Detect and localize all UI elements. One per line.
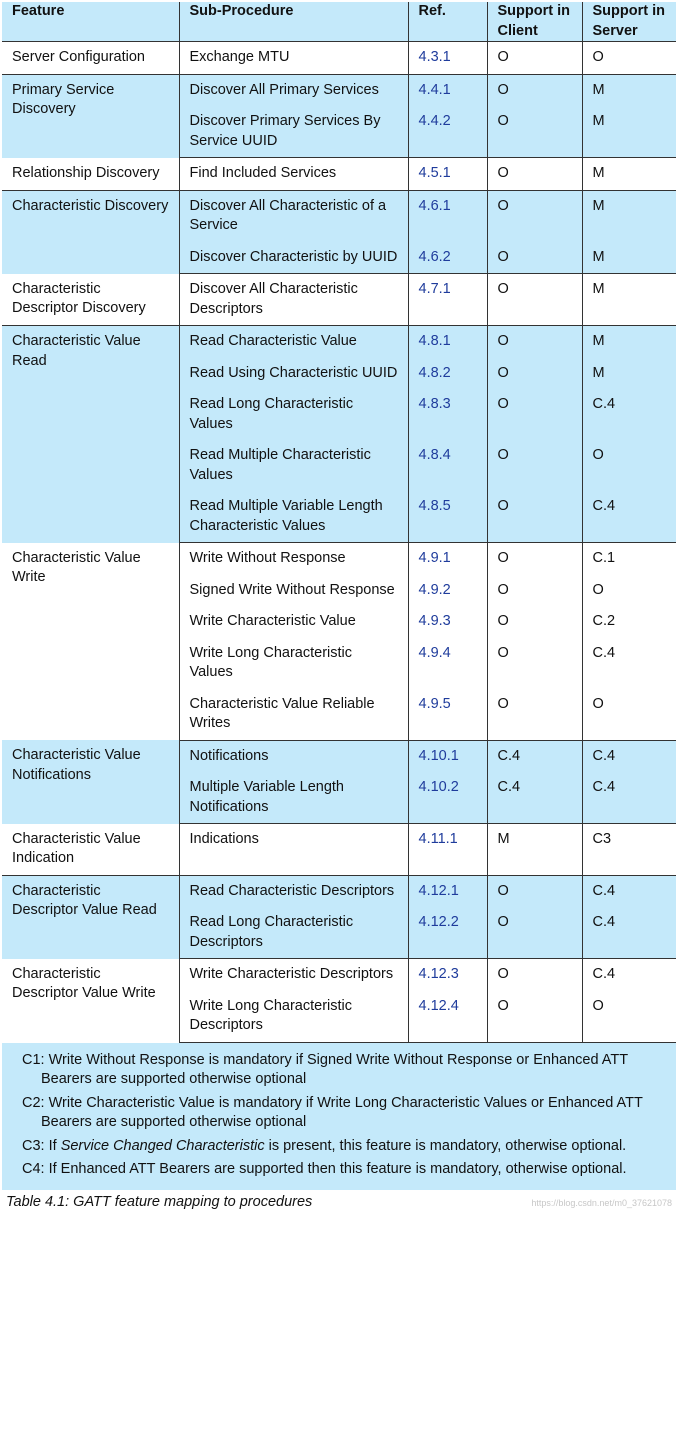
feature-cell: Characteristic Descriptor Discovery	[2, 274, 179, 326]
client-support-cell: O	[487, 274, 582, 326]
sub-procedure-cell: Write Characteristic Descriptors	[179, 959, 408, 991]
server-support-cell: C.4	[582, 491, 676, 543]
server-support-cell: O	[592, 581, 604, 598]
table-row	[2, 326, 676, 358]
ref-cell: 4.8.5	[408, 491, 487, 543]
feature-cell: Server Configuration	[2, 42, 179, 75]
sub-procedure-cell: Discover All Characteristic of a Service	[179, 190, 408, 242]
conditions-notes	[2, 1043, 676, 1190]
table-row	[2, 158, 676, 191]
feature-cell: Characteristic Discovery	[2, 190, 179, 274]
ref-cell: 4.12.4	[408, 991, 487, 1043]
ref-cell: 4.6.2	[408, 242, 487, 274]
watermark: https://blog.csdn.net/m0_37621078	[531, 1197, 672, 1208]
client-support-cell: O	[487, 575, 582, 607]
ref-cell: 4.6.1	[408, 190, 487, 242]
client-support-cell: O	[487, 440, 582, 491]
table-row	[2, 824, 676, 876]
ref-cell: 4.9.4	[408, 638, 487, 689]
sub-procedure-cell: Write Without Response	[179, 543, 408, 575]
ref-cell: 4.8.3	[408, 389, 487, 440]
ref-cell: 4.10.2	[408, 772, 487, 824]
ref-cell: 4.12.2	[408, 907, 487, 959]
client-support-cell: O	[487, 190, 582, 242]
ref-cell: 4.4.2	[408, 106, 487, 158]
client-support-cell: O	[487, 543, 582, 575]
ref-cell: 4.4.1	[408, 74, 487, 106]
document-page	[2, 2, 676, 1214]
sub-procedure-cell: Read Long Characteristic Values	[179, 389, 408, 440]
ref-cell: 4.9.1	[408, 543, 487, 575]
feature-cell: Characteristic Value Indication	[2, 824, 179, 876]
sub-procedure-cell: Multiple Variable Length Notifications	[179, 772, 408, 824]
header-feature: Feature	[2, 2, 179, 42]
sub-procedure-cell: Read Multiple Variable Length Characteristic Values	[179, 491, 408, 543]
table-caption	[2, 1190, 676, 1214]
feature-cell: Characteristic Descriptor Value Write	[2, 959, 179, 1043]
client-support-cell: C.4	[487, 740, 582, 772]
table-row	[2, 190, 676, 242]
ref-cell: 4.8.4	[408, 440, 487, 491]
header-sub-procedure: Sub-Procedure	[179, 2, 408, 42]
table-row	[2, 875, 676, 907]
client-support-cell: O	[487, 689, 582, 741]
client-support-cell: O	[487, 42, 582, 75]
client-support-cell: O	[487, 389, 582, 440]
server-support-cell: C.4	[582, 907, 676, 959]
feature-cell: Characteristic Value Write	[2, 543, 179, 741]
table-row	[2, 74, 676, 106]
header-support-client: Support in Client	[487, 2, 582, 42]
sub-procedure-cell: Find Included Services	[179, 158, 408, 191]
ref-cell: 4.5.1	[408, 158, 487, 191]
client-support-cell: M	[487, 824, 582, 876]
ref-cell: 4.9.2	[408, 575, 487, 607]
sub-procedure-cell: Discover Primary Services By Service UUID	[179, 106, 408, 158]
client-support-cell: O	[487, 959, 582, 991]
sub-procedure-cell: Discover All Characteristic Descriptors	[179, 274, 408, 326]
server-support-cell: M	[592, 364, 605, 381]
sub-procedure-cell: Write Characteristic Value	[179, 606, 408, 638]
client-support-cell: O	[487, 358, 582, 390]
sub-procedure-cell: Read Characteristic Value	[179, 326, 408, 358]
ref-cell: 4.7.1	[408, 274, 487, 326]
server-support-cell: C.4	[592, 644, 616, 661]
ref-cell: 4.3.1	[408, 42, 487, 75]
header-ref: Ref.	[408, 2, 487, 42]
feature-cell: Characteristic Value Notifications	[2, 740, 179, 824]
client-support-cell: O	[487, 326, 582, 358]
sub-procedure-cell: Exchange MTU	[179, 42, 408, 75]
server-support-cell: O	[582, 42, 676, 75]
sub-procedure-cell: Read Multiple Characteristic Values	[179, 440, 408, 491]
sub-procedure-cell: Characteristic Value Reliable Writes	[179, 689, 408, 741]
ref-cell: 4.8.2	[408, 358, 487, 390]
ref-cell: 4.12.1	[408, 875, 487, 907]
server-support-cell: M	[592, 333, 605, 349]
feature-cell: Characteristic Descriptor Value Read	[2, 875, 179, 959]
note-c4: C4: If Enhanced ATT Bearers are supported then this feature is mandatory, otherwise optional.	[22, 1161, 627, 1177]
sub-procedure-cell: Signed Write Without Response	[179, 575, 408, 607]
ref-cell: 4.8.1	[408, 326, 487, 358]
table-row	[2, 42, 676, 75]
server-support-cell: O	[592, 447, 604, 463]
table-row	[2, 740, 676, 772]
server-support-cell: M	[582, 106, 676, 158]
server-support-cell: C.4	[592, 747, 616, 764]
note-c3-italic: Service Changed Characteristic	[60, 1137, 265, 1154]
note-c3-suffix: is present, this feature is mandatory, otherwise optional.	[264, 1137, 627, 1154]
table-row	[2, 543, 676, 575]
server-support-cell: M	[582, 274, 676, 326]
server-support-cell: O	[582, 689, 676, 741]
sub-procedure-cell: Read Long Characteristic Descriptors	[179, 907, 408, 959]
client-support-cell: O	[487, 907, 582, 959]
caption-text: Table 4.1: GATT feature mapping to procedures	[6, 1193, 313, 1210]
server-support-cell: M	[582, 158, 676, 191]
feature-cell: Characteristic Value Read	[2, 326, 179, 543]
table-body	[2, 42, 676, 1043]
server-support-cell: M	[582, 242, 676, 274]
server-support-cell: M	[592, 197, 605, 214]
ref-cell: 4.11.1	[408, 824, 487, 876]
sub-procedure-cell: Discover All Primary Services	[179, 74, 408, 106]
sub-procedure-cell: Indications	[179, 824, 408, 876]
client-support-cell: O	[487, 158, 582, 191]
feature-cell: Primary Service Discovery	[2, 74, 179, 158]
table-row	[2, 274, 676, 326]
server-support-cell: M	[592, 81, 605, 98]
sub-procedure-cell: Read Using Characteristic UUID	[179, 358, 408, 390]
client-support-cell: O	[487, 106, 582, 158]
sub-procedure-cell: Discover Characteristic by UUID	[179, 242, 408, 274]
ref-cell: 4.9.5	[408, 689, 487, 741]
server-support-cell: C.1	[592, 550, 616, 566]
client-support-cell: O	[487, 74, 582, 106]
client-support-cell: O	[487, 491, 582, 543]
client-support-cell: O	[487, 606, 582, 638]
server-support-cell: C.2	[592, 613, 616, 629]
ref-cell: 4.12.3	[408, 959, 487, 991]
client-support-cell: O	[487, 875, 582, 907]
client-support-cell: O	[487, 638, 582, 689]
ref-cell: 4.9.3	[408, 606, 487, 638]
sub-procedure-cell: Write Long Characteristic Values	[179, 638, 408, 689]
server-support-cell: C.4	[592, 396, 616, 412]
server-support-cell: O	[582, 991, 676, 1043]
gatt-feature-table	[2, 2, 676, 1043]
server-support-cell: C.4	[582, 772, 676, 824]
note-c3	[22, 1137, 656, 1157]
server-support-cell: C.4	[592, 882, 616, 899]
ref-cell: 4.10.1	[408, 740, 487, 772]
note-c2: C2: Write Characteristic Value is mandatory if Write Long Characteristic Values or Enhanced ATT Bearers are supported otherwise optional	[22, 1094, 643, 1130]
sub-procedure-cell: Notifications	[179, 740, 408, 772]
client-support-cell: C.4	[487, 772, 582, 824]
table-row	[2, 959, 676, 991]
note-c1: C1: Write Without Response is mandatory if Signed Write Without Response or Enhanced ATT Bearers are supported otherwise optional	[22, 1051, 628, 1087]
header-support-server: Support in Server	[582, 2, 676, 42]
feature-cell: Relationship Discovery	[2, 158, 179, 191]
client-support-cell: O	[487, 242, 582, 274]
table-header-row	[2, 2, 676, 42]
sub-procedure-cell: Read Characteristic Descriptors	[179, 875, 408, 907]
server-support-cell: C3	[582, 824, 676, 876]
sub-procedure-cell: Write Long Characteristic Descriptors	[179, 991, 408, 1043]
server-support-cell: C.4	[592, 966, 616, 982]
note-c3-prefix: C3: If	[22, 1137, 61, 1154]
client-support-cell: O	[487, 991, 582, 1043]
